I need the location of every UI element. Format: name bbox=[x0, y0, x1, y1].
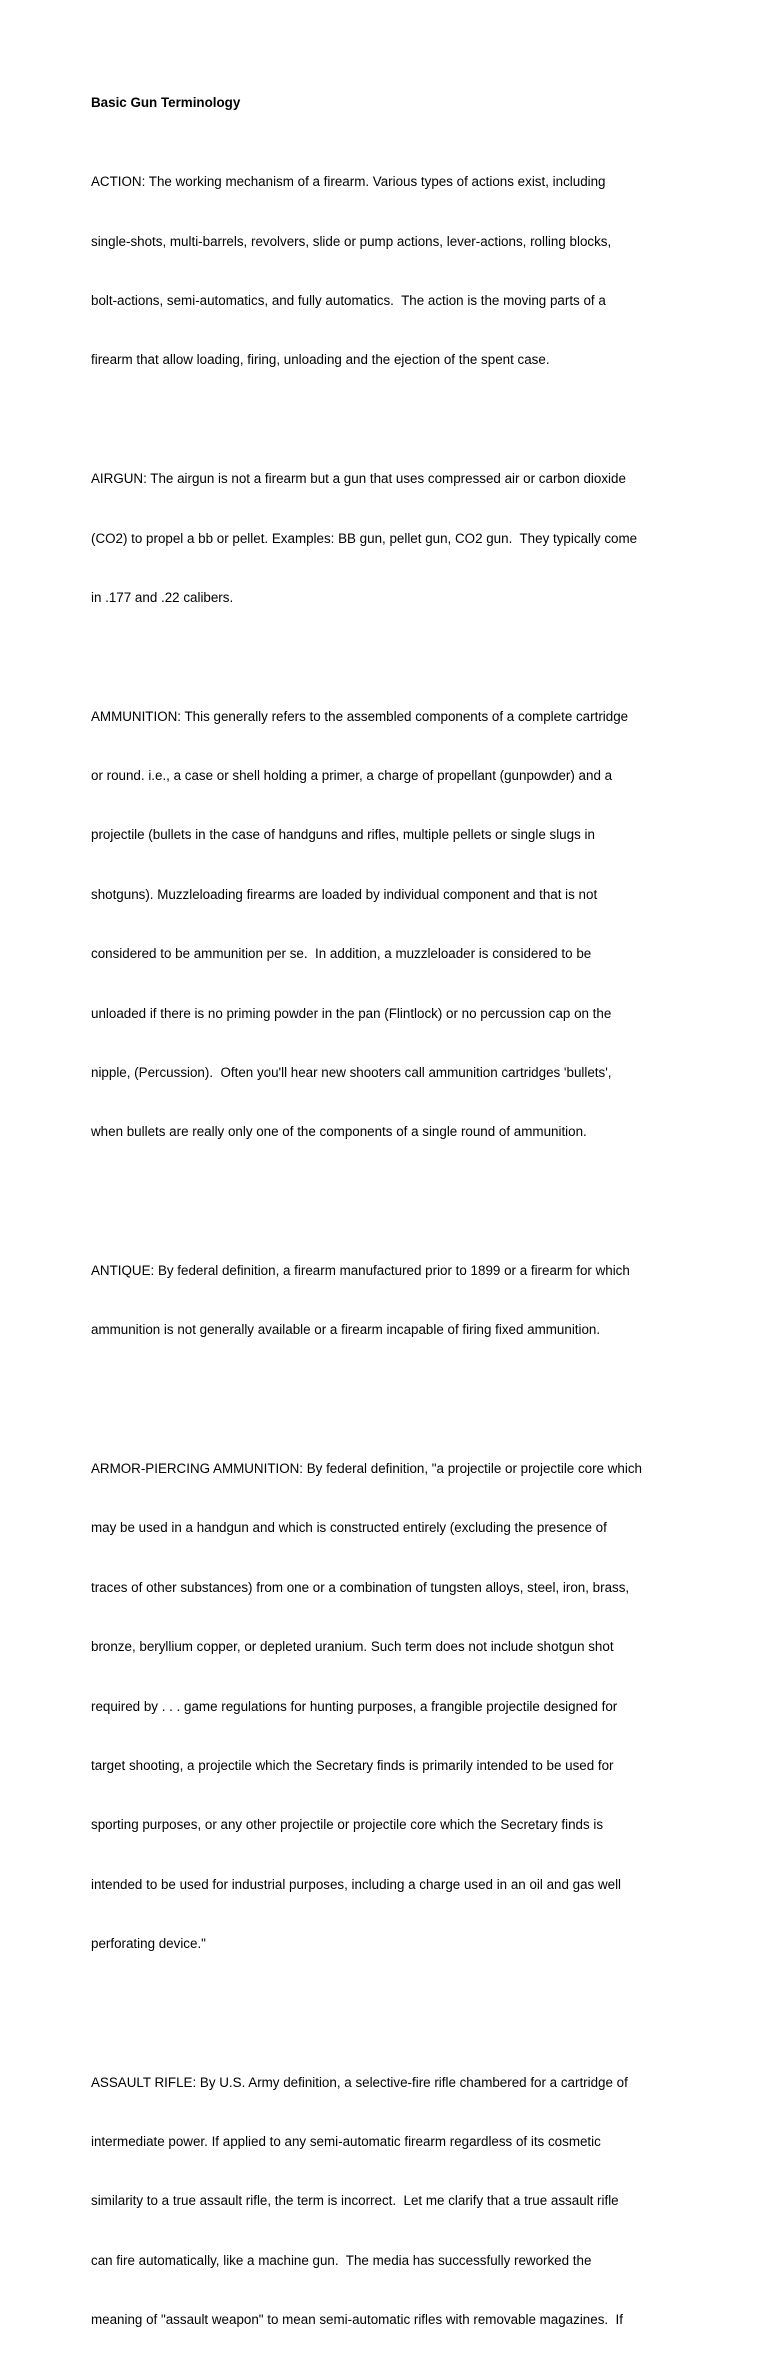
entry-line: or round. i.e., a case or shell holding a primer, a charge of propellant (gunpowder) and a bbox=[91, 768, 613, 784]
paragraph-spacer bbox=[91, 1380, 691, 1420]
paragraph-spacer bbox=[91, 1182, 691, 1222]
entry-line: projectile (bullets in the case of handguns and rifles, multiple pellets or single slugs in bbox=[91, 827, 595, 843]
entry-line: unloaded if there is no priming powder in the pan (Flintlock) or no percussion cap on the bbox=[91, 1005, 612, 1021]
entry-line: considered to be ammunition per se. In addition, a muzzleloader is considered to be bbox=[91, 946, 592, 962]
entry-line: target shooting, a projectile which the Secretary finds is primarily intended to be used for bbox=[91, 1757, 614, 1773]
entry-line: required by . . . game regulations for hunting purposes, a frangible projectile designed for bbox=[91, 1698, 618, 1714]
entry-line: ASSAULT RIFLE: By U.S. Army definition, a selective-fire rifle chambered for a cartridge of bbox=[91, 2074, 628, 2090]
paragraph-spacer bbox=[91, 410, 691, 430]
entry-assault-rifle bbox=[91, 2033, 691, 2370]
entry-line: meaning of "assault weapon" to mean semi-automatic rifles with removable magazines. If bbox=[91, 2312, 623, 2328]
entry-line: intended to be used for industrial purposes, including a charge used in an oil and gas well bbox=[91, 1876, 622, 1892]
entry-line: may be used in a handgun and which is constructed entirely (excluding the presence of bbox=[91, 1520, 607, 1536]
entry-line: bronze, beryllium copper, or depleted uranium. Such term does not include shotgun shot bbox=[91, 1639, 614, 1655]
entry-line: firearm that allow loading, firing, unloading and the ejection of the spent case. bbox=[91, 352, 550, 368]
entry-line: (CO2) to propel a bb or pellet. Examples: BB gun, pellet gun, CO2 gun. They typically come bbox=[91, 530, 638, 546]
entry-line: sporting purposes, or any other projectile or projectile core which the Secretary finds is bbox=[91, 1817, 604, 1833]
entry-action bbox=[91, 133, 691, 410]
entry-line: ammunition is not generally available or a firearm incapable of firing fixed ammunition. bbox=[91, 1322, 601, 1338]
entry-line: AIRGUN: The airgun is not a firearm but a gun that uses compressed air or carbon dioxide bbox=[91, 471, 626, 487]
entry-line: in .177 and .22 calibers. bbox=[91, 589, 234, 605]
entry-line: bolt-actions, semi-automatics, and fully automatics. The action is the moving parts of a bbox=[91, 292, 606, 308]
entry-armor-piercing-ammunition bbox=[91, 1419, 691, 1993]
entry-line: ANTIQUE: By federal definition, a firearm manufactured prior to 1899 or a firearm for which bbox=[91, 1263, 630, 1279]
entry-ammunition bbox=[91, 667, 691, 1182]
document-title: Basic Gun Terminology bbox=[91, 95, 241, 110]
document-body bbox=[91, 93, 691, 2370]
entry-line: shotguns). Muzzleloading firearms are loaded by individual component and that is not bbox=[91, 886, 598, 902]
entry-line: when bullets are really only one of the components of a single round of ammunition. bbox=[91, 1124, 587, 1140]
paragraph-spacer bbox=[91, 1994, 691, 2034]
paragraph-spacer bbox=[91, 647, 691, 667]
entry-line: single-shots, multi-barrels, revolvers, slide or pump actions, lever-actions, rolling blocks, bbox=[91, 233, 612, 249]
entry-airgun bbox=[91, 430, 691, 648]
entry-line: intermediate power. If applied to any semi-automatic firearm regardless of its cosmetic bbox=[91, 2134, 601, 2150]
entry-line: perforating device." bbox=[91, 1936, 206, 1952]
entry-line: can fire automatically, like a machine gun. The media has successfully reworked the bbox=[91, 2252, 592, 2268]
entry-line: traces of other substances) from one or a combination of tungsten alloys, steel, iron, brass, bbox=[91, 1579, 630, 1595]
entry-antique bbox=[91, 1221, 691, 1379]
entry-line: ARMOR-PIERCING AMMUNITION: By federal definition, "a projectile or projectile core which bbox=[91, 1460, 642, 1476]
entry-line: similarity to a true assault rifle, the term is incorrect. Let me clarify that a true assault rifle bbox=[91, 2193, 619, 2209]
entry-line: AMMUNITION: This generally refers to the assembled components of a complete cartridge bbox=[91, 708, 629, 724]
entry-line: nipple, (Percussion). Often you'll hear new shooters call ammunition cartridges 'bullets', bbox=[91, 1065, 612, 1081]
entry-line: ACTION: The working mechanism of a firearm. Various types of actions exist, including bbox=[91, 174, 606, 190]
